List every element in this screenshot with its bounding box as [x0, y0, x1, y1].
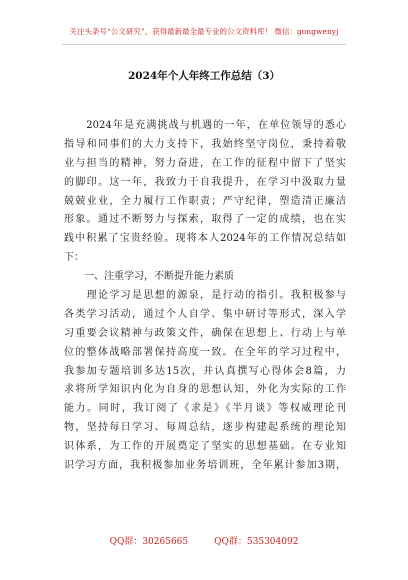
body-line: 位的整体战略部署保持高度一致。在全年的学习过程中， — [64, 346, 346, 358]
body-line: 的脚印。这一年，我致力于自我提升，在学习中汲取力量 — [64, 176, 346, 188]
section-heading: 一、注重学习，不断提升能力素质 — [64, 271, 234, 283]
body-line: 理论学习是思想的源泉，是行动的指引。我积极参与 — [64, 290, 346, 302]
body-line: 指导和同事们的大力支持下，我始终坚守岗位，秉持着敬 — [64, 138, 346, 150]
body-line: 我参加专题培训多达15次，并认真撰写心得体会8篇，力 — [64, 365, 346, 377]
body-line: 兢兢业业，全力履行工作职责；严守纪律，塑造清正廉洁 — [64, 195, 346, 207]
header-divider — [62, 44, 346, 45]
body-line: 形象。通过不断努力与探索，取得了一定的成绩，也在实 — [64, 214, 346, 226]
document-body — [64, 117, 346, 476]
body-line: 求将所学知识内化为自身的思想认知，外化为实际的工作 — [64, 384, 346, 396]
body-line: 下： — [64, 252, 84, 264]
body-line: 物，坚持每日学习、每周总结，逐步构建起系统的理论知 — [64, 422, 346, 434]
footer-qq-group-2: QQ群：535304092 — [214, 537, 299, 547]
body-line: 2024年是充满挑战与机遇的一年，在单位领导的悉心 — [64, 120, 346, 131]
header-banner: 关注头条号“公文研究”，获得最新最全最专业的公文资料库！ 微信：gongwenyj — [69, 27, 339, 36]
body-line: 能力。同时，我订阅了《求是》《半月谈》等权威理论刊 — [64, 403, 346, 415]
footer-contact — [0, 534, 408, 547]
body-line: 习重要会议精神与政策文件，确保在思想上、行动上与单 — [64, 327, 346, 339]
body-line: 业与担当的精神，努力奋进，在工作的征程中留下了坚实 — [64, 157, 346, 169]
body-line: 识学习方面，我积极参加业务培训班，全年累计参加3期， — [64, 460, 346, 472]
body-line: 各类学习活动，通过个人自学、集中研讨等形式，深入学 — [64, 308, 346, 320]
body-line: 践中积累了宝贵经验。现将本人2024年的工作情况总结如 — [64, 233, 346, 245]
body-line: 识体系，为工作的开展奠定了坚实的思想基础。在专业知 — [64, 441, 346, 453]
document-title: 2024年个人年终工作总结（3） — [127, 70, 281, 82]
footer-qq-group-1: QQ群：30265665 — [109, 537, 189, 547]
